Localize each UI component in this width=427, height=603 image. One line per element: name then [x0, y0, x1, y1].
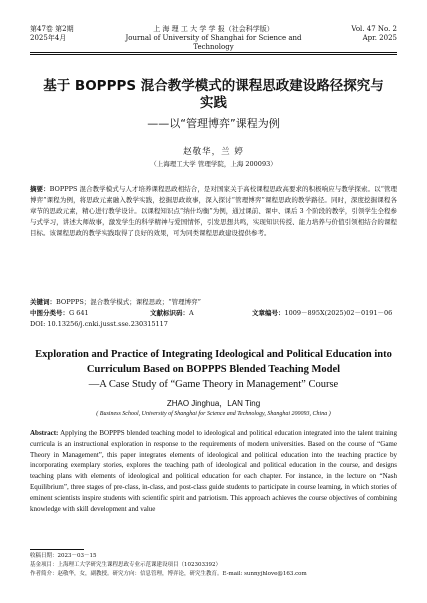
clc-label: 中图分类号： [30, 309, 69, 317]
keywords-cn [30, 298, 397, 307]
header-left [30, 25, 74, 43]
header-rule-thin [30, 54, 397, 55]
header-center [110, 25, 317, 52]
abstract-en [30, 428, 397, 514]
abstract-cn-label: 摘要： [30, 185, 50, 193]
article-number-label: 文章编号： [252, 309, 285, 317]
footnote-rule [30, 549, 84, 550]
article-number-value: 1009－895X(2025)02－0191－06 [284, 309, 393, 317]
fund-project: 基金项目：上海理工大学研究生课程思政专业示范课建设项目（102303392） [30, 562, 221, 568]
header-right [351, 25, 397, 43]
journal-name-cn: 上 海 理 工 大 学 学 报（社会科学版） [153, 25, 274, 33]
article-subtitle-cn: ——以“管理博弈”课程为例 [147, 117, 280, 130]
abstract-en-text: Applying the BOPPPS blended teaching model to ideological and political education integrated into the talent training curricula is an instructional exploration in response to the requirements of modern universities. Based on the course of “Game Theory in Management”, this paper integrates elements of ideological and political education into the teaching practice by incorporating exemplary stories, explores the teaching path of ideological and political education in the course, and designs teaching plans with elements of ideological and political education for each chapter. For instance, in the lecture on “Nash Equilibrium”, three stages of pre-class, in-class, and post-class guide students to participate in course learning, in which stories of eminent scientists inspire students with scientific spirit and patriotism. This approach achieves the course objectives of combining knowledge with skill development and value [30, 429, 397, 513]
header-rule [30, 52, 397, 53]
article-title-en: Exploration and Practice of Integrating Ideological and Political Education into Curriculum Based on BOPPPS Blended Teaching Model [35, 349, 392, 375]
article-subtitle-en: —A Case Study of “Game Theory in Management” Course [88, 379, 339, 390]
document-code-label: 文献标识码： [150, 309, 189, 317]
running-header [30, 25, 397, 49]
journal-name-en: Journal of University of Shanghai for Science and Technology [125, 34, 302, 51]
document-code-value: A [189, 309, 194, 317]
article-title-cn: 基于 BOPPPS 混合教学模式的课程思政建设路径探究与实践 [43, 78, 384, 111]
author-bio: 作者简介：赵敬华，女，副教授。研究方向：信息管理，博弈论，研究生教育。E-mail: sunnyjhlove@163.com [30, 571, 307, 577]
authors-en: ZHAO Jinghua，LAN Ting [166, 399, 261, 408]
affiliation-cn: （上海理工大学 管理学院，上海 200093） [150, 160, 277, 168]
article-number [252, 309, 392, 318]
volume-cn: 第47卷 第2期 [30, 25, 74, 33]
date-cn: 2025年4月 [30, 34, 67, 42]
date-en: Apr. 2025 [362, 34, 397, 42]
doi: DOI: 10.13256/j.cnki.jusst.sse.230315117 [30, 320, 168, 328]
abstract-cn [30, 184, 397, 239]
authors-cn: 赵敬华，兰 婷 [183, 147, 244, 157]
volume-en: Vol. 47 No. 2 [351, 25, 397, 33]
clc-number [30, 309, 89, 318]
clc-value: G 641 [69, 309, 89, 317]
received-date: 收稿日期：2023－03－15 [30, 553, 97, 559]
keywords-cn-text: BOPPPS；混合教学模式；课程思政；“管理博弈” [56, 298, 201, 306]
affiliation-en: ( Business School, University of Shanghai for Science and Technology, Shanghai 200093, China ) [96, 411, 331, 417]
abstract-cn-text: BOPPPS 混合教学模式与人才培养课程思政相结合，是对国家关于高校课程思政高要求的积极响应与教学探索。以“管理博弈”课程为例，将思政元素融入教学实践，挖掘思政故事，深入探讨“管理博弈”课程思政的教学路径。同时，深度挖掘课程各章节的思政元素，精心进行教学设计。以课程知识点“纳什均衡”为例，通过课前、课中、课后 3 个阶段的教学，引领学生全程参与式学习，讲述大师故事，激发学生的科学精神与爱国情怀，引发思想共鸣，实现知识传授、能力培养与价值引领相结合的课程目标。该课程思政的教学实践取得了良好的效果，可为同类课程思政建设提供参考。 [30, 185, 397, 237]
footnote [30, 552, 397, 579]
abstract-en-label: Abstract: [30, 429, 59, 437]
document-code [150, 309, 194, 318]
keywords-cn-label: 关键词： [30, 298, 56, 306]
